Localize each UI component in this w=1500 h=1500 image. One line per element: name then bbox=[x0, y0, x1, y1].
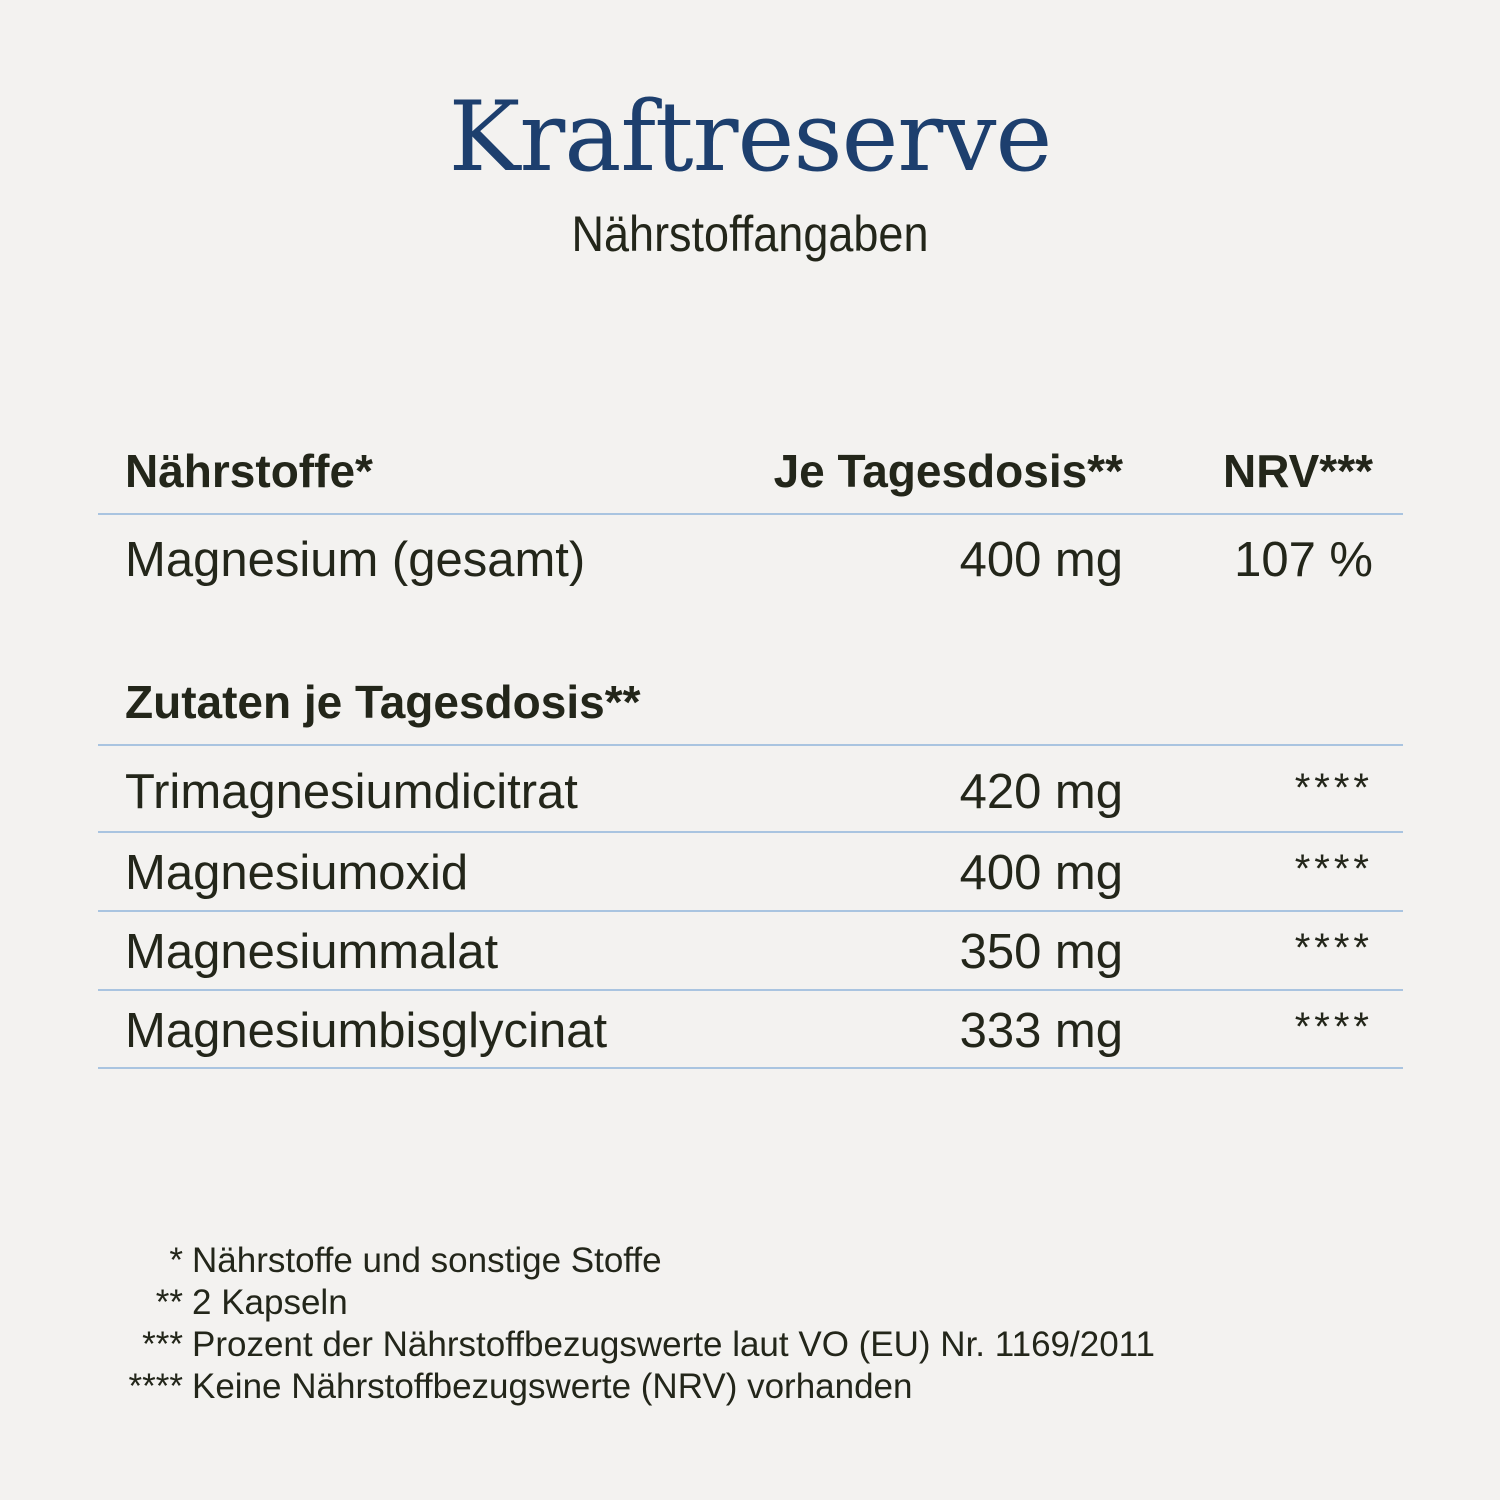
table-row bbox=[98, 912, 1403, 991]
ingredients-table bbox=[98, 670, 1403, 1069]
table-row bbox=[98, 833, 1403, 912]
nutrient-dose: 400 mg bbox=[959, 533, 1123, 587]
table-row bbox=[98, 515, 1403, 595]
ingredient-dose: 420 mg bbox=[959, 765, 1123, 819]
nutrient-nrv: 107 % bbox=[1234, 533, 1373, 587]
footnote-text: Nährstoffe und sonstige Stoffe bbox=[192, 1241, 662, 1280]
ingredient-nrv: **** bbox=[1294, 1005, 1373, 1049]
ingredient-dose: 400 mg bbox=[959, 846, 1123, 900]
table-row bbox=[98, 991, 1403, 1069]
ingredient-name: Trimagnesiumdicitrat bbox=[125, 765, 578, 819]
ingredient-name: Magnesiumoxid bbox=[125, 846, 469, 900]
footnote-mark: ** bbox=[155, 1283, 183, 1322]
footnote bbox=[0, 1324, 1300, 1366]
column-header-daily-dose: Je Tagesdosis** bbox=[773, 445, 1123, 497]
footnote bbox=[0, 1240, 1300, 1282]
ingredients-header: Zutaten je Tagesdosis** bbox=[125, 676, 641, 728]
ingredient-dose: 333 mg bbox=[959, 1004, 1123, 1058]
ingredient-dose: 350 mg bbox=[959, 925, 1123, 979]
ingredient-nrv: **** bbox=[1294, 847, 1373, 891]
table-row bbox=[98, 746, 1403, 833]
footnote-text: Prozent der Nährstoffbezugswerte laut VO (EU) Nr. 1169/2011 bbox=[192, 1325, 1155, 1364]
ingredients-header-row bbox=[98, 670, 1403, 746]
column-header-nutrients: Nährstoffe* bbox=[125, 445, 373, 497]
ingredient-nrv: **** bbox=[1294, 766, 1373, 810]
footnote-mark: **** bbox=[128, 1367, 183, 1406]
footnotes bbox=[0, 1240, 1300, 1408]
footnote bbox=[0, 1366, 1300, 1408]
nutrients-table bbox=[98, 440, 1403, 595]
ingredient-name: Magnesiummalat bbox=[125, 925, 499, 979]
product-title: Kraftreserve bbox=[448, 81, 1052, 193]
footnote-text: Keine Nährstoffbezugswerte (NRV) vorhanden bbox=[192, 1367, 913, 1406]
footnote bbox=[0, 1282, 1300, 1324]
page-subtitle: Nährstoffangaben bbox=[571, 206, 929, 262]
footnote-mark: *** bbox=[142, 1325, 183, 1364]
ingredient-nrv: **** bbox=[1294, 926, 1373, 970]
nutrients-header-row bbox=[98, 440, 1403, 515]
column-header-nrv: NRV*** bbox=[1223, 445, 1373, 497]
footnote-mark: * bbox=[169, 1241, 183, 1280]
ingredient-name: Magnesiumbisglycinat bbox=[125, 1004, 608, 1058]
nutrient-name: Magnesium (gesamt) bbox=[125, 533, 586, 587]
footnote-text: 2 Kapseln bbox=[192, 1283, 348, 1322]
